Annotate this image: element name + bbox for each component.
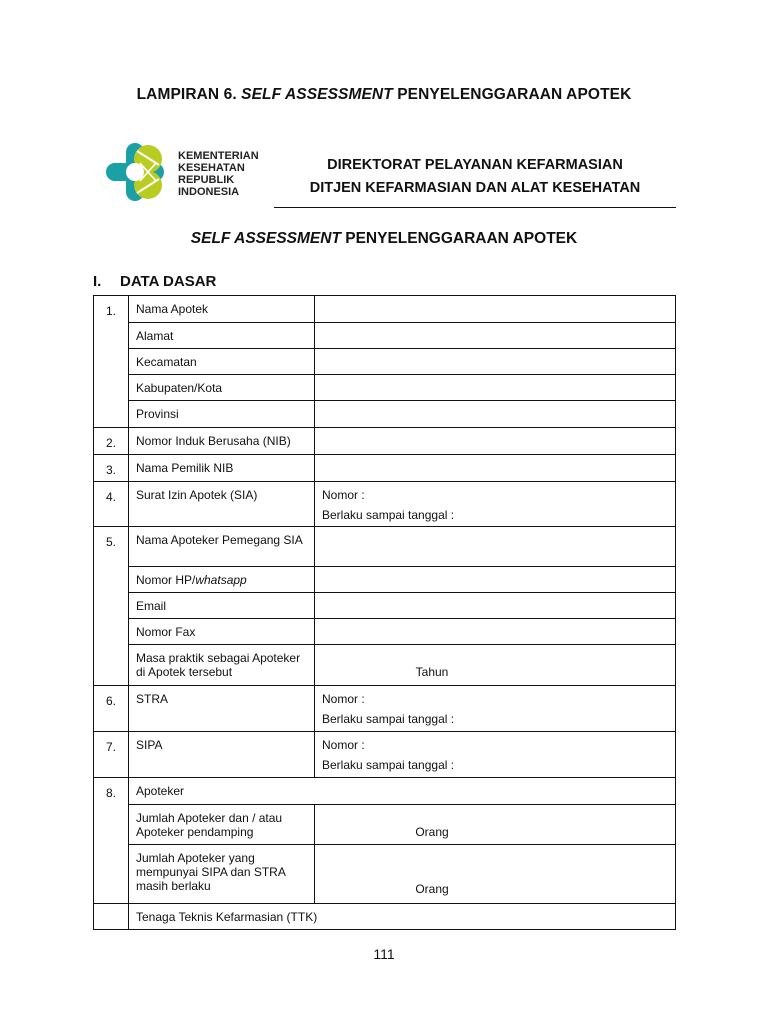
sia-berlaku: Berlaku sampai tanggal : bbox=[322, 508, 455, 522]
nomor-fax-field[interactable] bbox=[315, 619, 676, 645]
row-number: 7. bbox=[94, 732, 129, 778]
logo-wordmark bbox=[178, 150, 259, 198]
table-row bbox=[94, 375, 676, 401]
label-sia: Surat Izin Apotek (SIA) bbox=[129, 482, 315, 527]
jumlah-apoteker-field[interactable] bbox=[315, 805, 676, 845]
label-kecamatan: Kecamatan bbox=[129, 349, 315, 375]
lampiran-title bbox=[0, 86, 768, 104]
row-number: 6. bbox=[94, 686, 129, 732]
sipa-nomor: Nomor : bbox=[322, 738, 365, 752]
table-row bbox=[94, 845, 676, 904]
label-nama-apotek: Nama Apotek bbox=[129, 296, 315, 323]
sa-title-suffix: PENYELENGGARAAN APOTEK bbox=[340, 230, 578, 247]
label-pemilik-nib: Nama Pemilik NIB bbox=[129, 455, 315, 482]
alamat-field[interactable] bbox=[315, 323, 676, 349]
label-apoteker-pemegang-sia: Nama Apoteker Pemegang SIA bbox=[129, 527, 315, 567]
table-row bbox=[94, 593, 676, 619]
section-title: DATA DASAR bbox=[120, 273, 217, 290]
directorate-line-2: DITJEN KEFARMASIAN DAN ALAT KESEHATAN bbox=[309, 180, 641, 196]
row-number: 3. bbox=[94, 455, 129, 482]
label-sipa: SIPA bbox=[129, 732, 315, 778]
unit-orang: Orang bbox=[415, 825, 449, 839]
label-nib: Nomor Induk Berusaha (NIB) bbox=[129, 428, 315, 455]
table-row bbox=[94, 296, 676, 323]
self-assessment-title bbox=[0, 230, 768, 248]
email-field[interactable] bbox=[315, 593, 676, 619]
unit-orang: Orang bbox=[415, 882, 449, 896]
sa-title-italic: SELF ASSESSMENT bbox=[190, 230, 341, 247]
table-row bbox=[94, 349, 676, 375]
table-row bbox=[94, 645, 676, 686]
kemenkes-logo-icon bbox=[104, 141, 170, 203]
label-provinsi: Provinsi bbox=[129, 401, 315, 428]
logo-line-2: KESEHATAN bbox=[178, 162, 245, 174]
table-row bbox=[94, 455, 676, 482]
table-row bbox=[94, 686, 676, 732]
pemilik-nib-field[interactable] bbox=[315, 455, 676, 482]
logo-line-4: INDONESIA bbox=[178, 186, 240, 198]
label-ttk: Tenaga Teknis Kefarmasian (TTK) bbox=[129, 904, 676, 930]
kabupaten-field[interactable] bbox=[315, 375, 676, 401]
kecamatan-field[interactable] bbox=[315, 349, 676, 375]
stra-nomor: Nomor : bbox=[322, 692, 365, 706]
stra-berlaku: Berlaku sampai tanggal : bbox=[322, 712, 455, 726]
header-divider bbox=[274, 207, 676, 208]
row-number: 8. bbox=[94, 778, 129, 904]
label-apoteker: Apoteker bbox=[129, 778, 676, 805]
label-nomor-hp-plain: Nomor HP/ bbox=[136, 573, 196, 587]
data-dasar-table bbox=[93, 295, 676, 930]
row-number: 4. bbox=[94, 482, 129, 527]
table-row bbox=[94, 323, 676, 349]
table-row bbox=[94, 428, 676, 455]
directorate-line-1: DIREKTORAT PELAYANAN KEFARMASIAN bbox=[327, 157, 623, 173]
row-number: 5. bbox=[94, 527, 129, 686]
label-kabupaten: Kabupaten/Kota bbox=[129, 375, 315, 401]
lampiran-italic: SELF ASSESSMENT bbox=[241, 86, 393, 103]
label-nomor-hp-italic: whatsapp bbox=[195, 573, 247, 587]
table-row bbox=[94, 527, 676, 567]
lampiran-suffix: PENYELENGGARAAN APOTEK bbox=[392, 86, 632, 103]
label-alamat: Alamat bbox=[129, 323, 315, 349]
table-row bbox=[94, 567, 676, 593]
logo-line-1: KEMENTERIAN bbox=[178, 150, 259, 162]
nomor-hp-field[interactable] bbox=[315, 567, 676, 593]
section-number: I. bbox=[93, 273, 102, 290]
row-number: 1. bbox=[94, 296, 129, 428]
directorate-header bbox=[274, 154, 676, 200]
table-row bbox=[94, 619, 676, 645]
sipa-berlaku: Berlaku sampai tanggal : bbox=[322, 758, 455, 772]
label-nomor-hp bbox=[129, 567, 315, 593]
masa-praktik-field[interactable] bbox=[315, 645, 676, 686]
table-row bbox=[94, 778, 676, 805]
stra-field[interactable] bbox=[315, 686, 676, 732]
table-row bbox=[94, 732, 676, 778]
nib-field[interactable] bbox=[315, 428, 676, 455]
provinsi-field[interactable] bbox=[315, 401, 676, 428]
label-masa-praktik: Masa praktik sebagai Apoteker di Apotek tersebut bbox=[129, 645, 315, 686]
table-row bbox=[94, 805, 676, 845]
label-stra: STRA bbox=[129, 686, 315, 732]
table-row bbox=[94, 904, 676, 930]
lampiran-prefix: LAMPIRAN 6. bbox=[136, 86, 242, 103]
nama-apotek-field[interactable] bbox=[315, 296, 676, 323]
label-email: Email bbox=[129, 593, 315, 619]
table-row bbox=[94, 401, 676, 428]
unit-tahun: Tahun bbox=[415, 665, 449, 679]
apoteker-pemegang-sia-field[interactable] bbox=[315, 527, 676, 567]
logo-line-3: REPUBLIK bbox=[178, 174, 235, 186]
jumlah-apoteker-sipa-field[interactable] bbox=[315, 845, 676, 904]
row-number bbox=[94, 904, 129, 930]
label-jumlah-apoteker-sipa-stra: Jumlah Apoteker yang mempunyai SIPA dan STRA masih berlaku bbox=[129, 845, 315, 904]
sipa-field[interactable] bbox=[315, 732, 676, 778]
section-heading bbox=[93, 273, 216, 290]
label-jumlah-apoteker: Jumlah Apoteker dan / atau Apoteker pendamping bbox=[129, 805, 315, 845]
sia-nomor: Nomor : bbox=[322, 488, 365, 502]
page-number: 111 bbox=[373, 946, 395, 962]
row-number: 2. bbox=[94, 428, 129, 455]
table-row bbox=[94, 482, 676, 527]
sia-field[interactable] bbox=[315, 482, 676, 527]
label-nomor-fax: Nomor Fax bbox=[129, 619, 315, 645]
